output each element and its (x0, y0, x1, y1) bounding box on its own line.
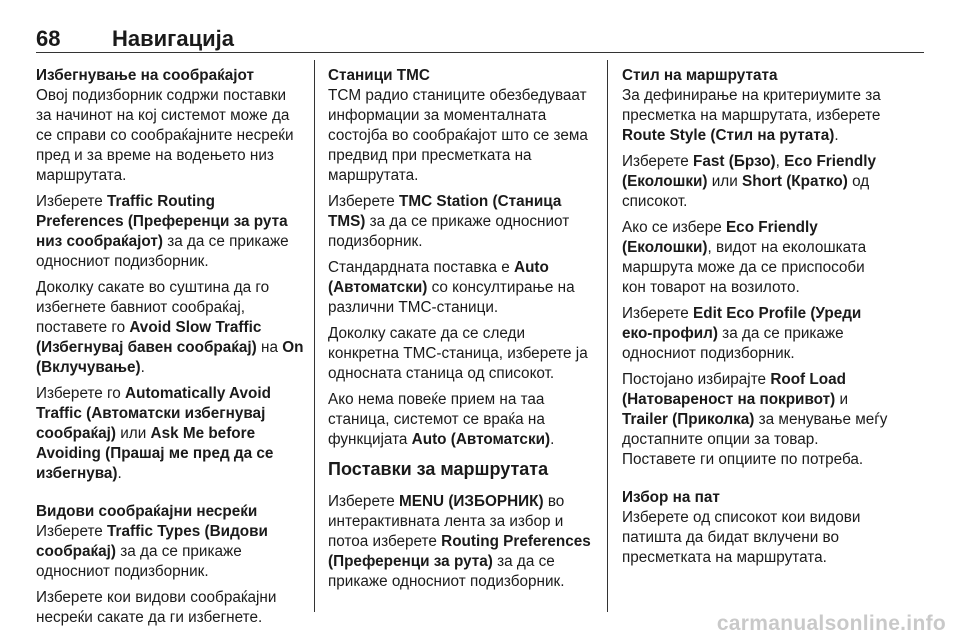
paragraph: Овој подизборник содржи поставки за начинот на кој системот може да се справи со сообраќајните несреќи пред и за време на водењето низ маршрутата. (36, 87, 294, 184)
paragraph: Доколку сакате во суштина да го избегнете бавниот сообраќај, поставете го Avoid Slow Traffic (Избегнувај бавен сообраќај) на On (Вклучување). (36, 279, 304, 376)
menu-term: Eco Friendly (Еколошки) (622, 153, 876, 190)
menu-term: Routing Preferences (Преференци за рута) (328, 533, 591, 570)
menu-term: Auto (Автоматски) (411, 431, 551, 448)
heading-tmc-stations: Станици TMC (328, 67, 430, 84)
page-number: 68 (36, 26, 61, 51)
heading-avoid-traffic: Избегнување на сообраќајот (36, 67, 254, 84)
menu-term: Eco Friendly (Еколошки) (622, 219, 818, 256)
heading-route-style: Стил на маршрутата (622, 67, 778, 84)
header-divider (36, 52, 924, 53)
paragraph: Стандардната поставка е Auto (Автоматски) со консултирање на различни TMC-станици. (328, 259, 575, 316)
menu-term: Auto (Автоматски) (328, 259, 549, 296)
paragraph: Изберете го Automatically Avoid Traffic (Автоматски избегнувај сообраќај) или Ask Me before Avoiding (Прашај ме пред да се избегнува). (36, 385, 274, 482)
heading-path-selection: Избор на пат (622, 489, 720, 506)
heading-traffic-types: Видови сообраќајни несреќи (36, 503, 258, 520)
paragraph: TCM радио станиците обезбедуваат информации за моменталната состојба во сообраќајот што се зема предвид при пресметката на маршрутата. (328, 87, 588, 184)
paragraph: Изберете MENU (ИЗБОРНИК) во интерактивната лента за избор и потоа изберете Routing Preferences (Преференци за рута) за да се прикаже односниот подизборник. (328, 493, 591, 590)
menu-term: On (Вклучување) (36, 339, 304, 376)
paragraph: Ако нема повеќе прием на таа станица, системот се враќа на функцијата Auto (Автоматски). (328, 391, 555, 448)
paragraph: Постојано избирајте Roof Load (Натовареност на покривот) и Trailer (Приколка) за менување меѓу достапните опции за товар. Поставете ги опциите по потреба. (622, 371, 888, 468)
column-3 (622, 66, 890, 574)
menu-term: Automatically Avoid Traffic (Автоматски избегнувај сообраќај) (36, 385, 271, 442)
menu-term: Roof Load (Натовареност на покривот) (622, 371, 846, 408)
menu-term: Avoid Slow Traffic (Избегнувај бавен сообраќај) (36, 319, 262, 356)
paragraph: Изберете од списокот кои видови патишта да бидат вклучени во пресметката на маршрутата. (622, 509, 861, 566)
menu-term: TMC Station (Станица TMS) (328, 193, 562, 230)
site-watermark: carmanualsonline.info (716, 612, 946, 635)
column-divider-1 (314, 60, 315, 612)
menu-term: Traffic Types (Видови сообраќај) (36, 523, 268, 560)
column-divider-2 (607, 60, 608, 612)
menu-term: Short (Кратко) (742, 173, 848, 190)
column-2 (328, 66, 596, 598)
paragraph: Ако се избере Eco Friendly (Еколошки), видот на еколошката маршрута може да се приспособи кон товарот на возилото. (622, 219, 867, 296)
menu-term: Fast (Брзо) (693, 153, 776, 170)
paragraph: Изберете Traffic Routing Preferences (Преференци за рута низ сообраќајот) за да се прикаже односниот подизборник. (36, 193, 289, 270)
paragraph: Изберете кои видови сообраќајни несреќи сакате да ги избегнете. (36, 589, 277, 626)
page-header (36, 26, 924, 52)
menu-term: Ask Me before Avoiding (Прашај ме пред да се избегнува) (36, 425, 274, 482)
menu-term: Traffic Routing Preferences (Преференци за рута низ сообраќајот) (36, 193, 288, 250)
menu-term: Route Style (Стил на рутата) (622, 127, 835, 144)
paragraph: За дефинирање на критериумите за пресметка на маршрутата, изберете Route Style (Стил на рутата). (622, 87, 881, 144)
heading-route-settings: Поставки за маршрутата (328, 459, 549, 479)
paragraph: Изберете Fast (Брзо), Eco Friendly (Еколошки) или Short (Кратко) од списокот. (622, 153, 876, 210)
paragraph: Изберете Traffic Types (Видови сообраќај) за да се прикаже односниот подизборник. (36, 523, 268, 580)
paragraph: Изберете TMC Station (Станица TMS) за да се прикаже односниот подизборник. (328, 193, 570, 250)
column-1 (36, 66, 304, 634)
section-title: Навигација (112, 26, 234, 51)
menu-term: Trailer (Приколка) (622, 411, 755, 428)
menu-term: Edit Eco Profile (Уреди еко-профил) (622, 305, 862, 342)
paragraph: Изберете Edit Eco Profile (Уреди еко-профил) за да се прикаже односниот подизборник. (622, 305, 862, 362)
menu-term: MENU (ИЗБОРНИК) (399, 493, 544, 510)
paragraph: Доколку сакате да се следи конкретна TMC-станица, изберете ја односната станица од списокот. (328, 325, 588, 382)
